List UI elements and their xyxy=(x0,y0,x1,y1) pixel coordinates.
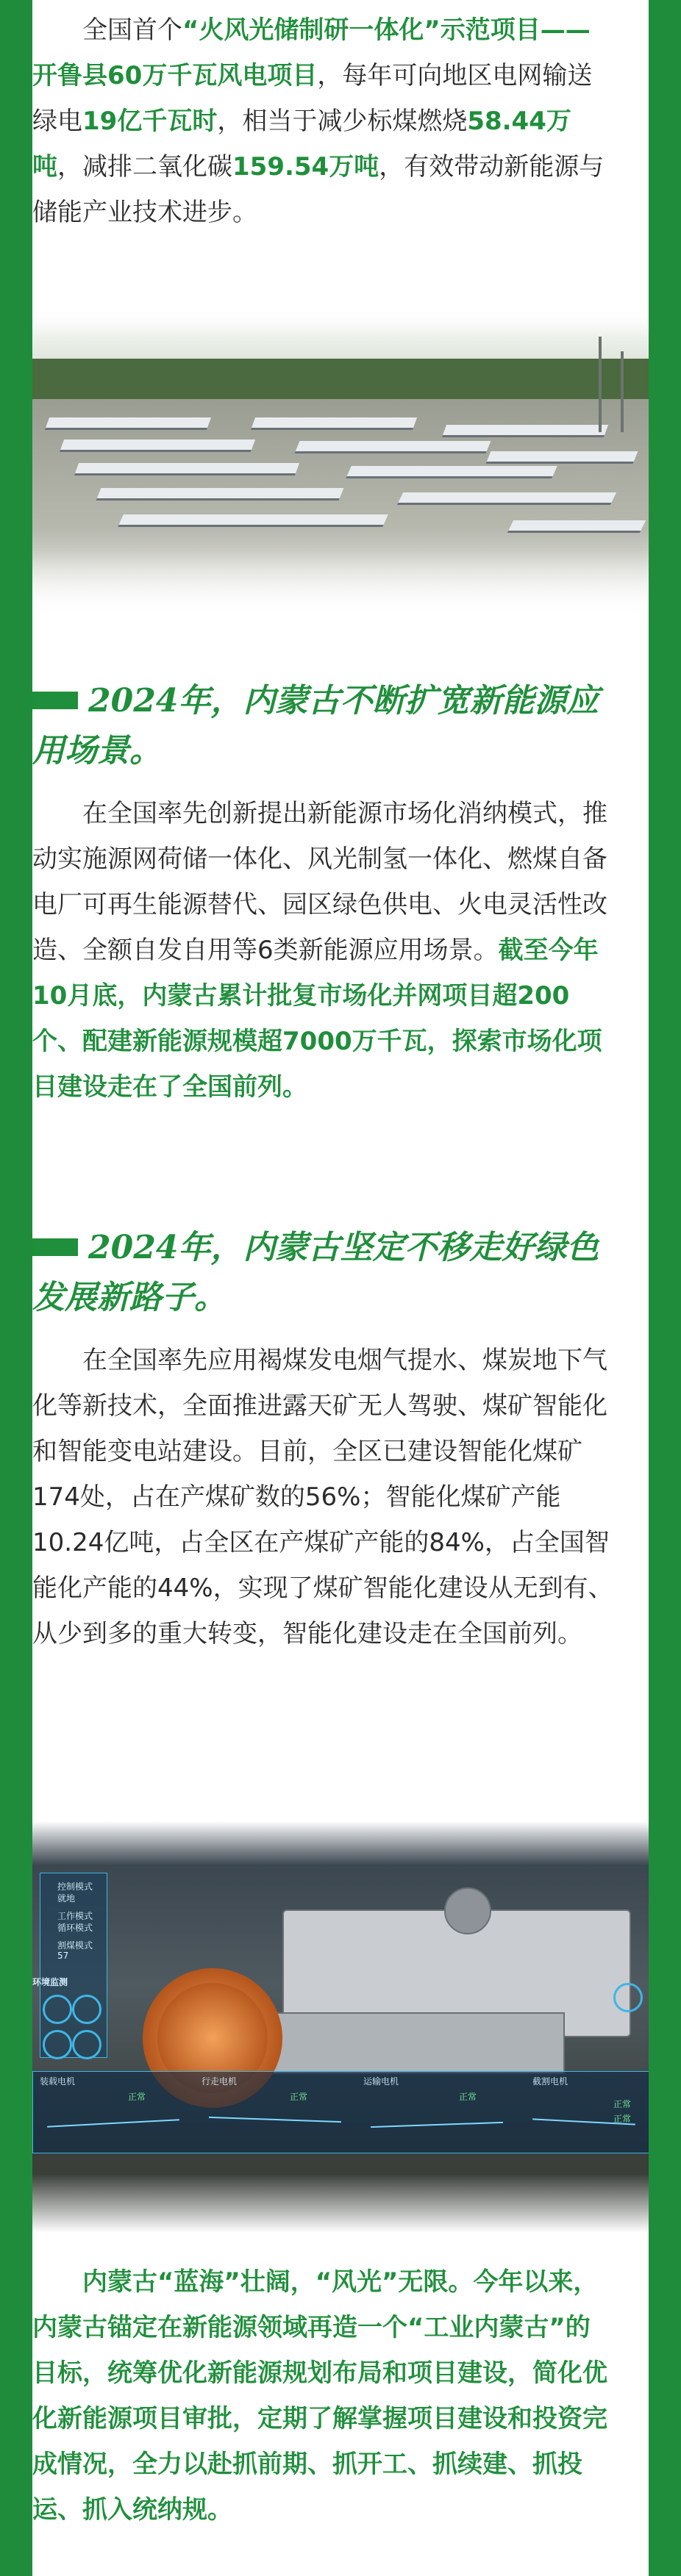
hud-label: 控制模式 xyxy=(57,1881,93,1892)
closing-text: 内蒙古“蓝海”壮阔，“风光”无限。今年以来，内蒙古锚定在新能源领域再造一个“工业内蒙古”的目标，统筹优化新能源规划布局和项目建设，简化优化新能源项目审批，定期了解掌握项目建设和投资完成情况，全力以赴抓前期、抓开工、抓续建、抓投运、抓入统纳规。 xyxy=(32,2267,607,2525)
section2-heading-text: 2024年，内蒙古坚定不移走好绿色发展新路子。 xyxy=(32,1229,599,1316)
closing-paragraph xyxy=(32,2259,613,2533)
section1-heading xyxy=(32,676,613,776)
intro-highlight-power: 19亿千瓦时 xyxy=(82,107,218,136)
section1-body-text: 在全国率先创新提出新能源市场化消纳模式，推动实施源网荷储一体化、风光制氢一体化、燃煤自备电厂可再生能源替代、园区绿色供电、火电灵活性改造、全额自发自用等6类新能源应用场景。 xyxy=(32,799,607,965)
intro-paragraph xyxy=(32,7,613,235)
hud-motor-label: 截割电机 xyxy=(532,2076,568,2087)
hud-status: 正常 xyxy=(128,2092,146,2102)
intro-highlight-name: 示范项目——开鲁县60万千瓦风电项目 xyxy=(32,15,591,90)
gauge-icon xyxy=(43,1995,72,2024)
section2-heading xyxy=(32,1223,613,1323)
intro-text: ，减排二氧化碳 xyxy=(57,152,232,182)
intro-text: ，有效带动新能源与储能产业技术进步。 xyxy=(32,152,605,227)
intro-text: ，相当于减少标煤燃烧 xyxy=(217,107,468,136)
heading-bar-icon xyxy=(32,692,78,709)
hud-motor-label: 运输电机 xyxy=(363,2076,399,2087)
gauge-icon xyxy=(613,1983,643,2012)
heading-bar-icon xyxy=(32,1238,78,1256)
hud-motor-label: 行走电机 xyxy=(202,2076,238,2087)
hud-label: 57 xyxy=(57,1951,69,1961)
energy-storage-photo xyxy=(32,307,649,616)
hud-status: 正常 xyxy=(290,2092,308,2102)
section2-body-text: 在全国率先应用褐煤发电烟气提水、煤炭地下气化等新技术，全面推进露天矿无人驾驶、煤矿智能化和智能变电站建设。目前，全区已建设智能化煤矿174处，占在产煤矿数的56%；智能化煤矿产能10.24亿吨，占全区在产煤矿产能的84%，占全国智能化产能的44%，实现了煤矿智能化建设从无到有、从少到多的重大转变，智能化建设走在全国前列。 xyxy=(32,1346,613,1648)
hud-label: 循环模式 xyxy=(57,1923,93,1933)
hud-label: 割煤模式 xyxy=(57,1940,93,1951)
gauge-icon xyxy=(72,2030,101,2059)
section2-paragraph xyxy=(32,1338,613,1657)
intro-text: ，每年可向地区电网输送绿电 xyxy=(32,61,593,136)
intro-highlight-coal: 58.44万吨 xyxy=(32,107,571,182)
hud-status: 正常 xyxy=(613,2114,632,2124)
intro-highlight-co2: 159.54万吨 xyxy=(232,152,379,182)
hud-label: 工作模式 xyxy=(57,1911,93,1921)
hud-monitor-title: 环境监测 xyxy=(32,1977,68,1987)
section1-heading-text: 2024年，内蒙古不断扩宽新能源应用场景。 xyxy=(32,682,599,769)
hud-label: 就地 xyxy=(57,1893,76,1904)
section1-paragraph xyxy=(32,791,613,1110)
gauge-icon xyxy=(43,2030,72,2059)
hud-status: 正常 xyxy=(459,2092,477,2102)
hud-status: 正常 xyxy=(613,2099,632,2109)
hud-motor-label: 装载电机 xyxy=(40,2076,76,2087)
gauge-icon xyxy=(72,1995,101,2024)
intro-highlight-project: “火风光储制研一体化” xyxy=(182,15,441,45)
section1-highlight-text: 截至今年10月底，内蒙古累计批复市场化并网项目超200个、配建新能源规模超7000万千瓦，探索市场化项目建设走在了全国前列。 xyxy=(32,936,602,1102)
smart-mining-photo xyxy=(32,1821,649,2233)
intro-text: 全国首个 xyxy=(82,15,182,45)
